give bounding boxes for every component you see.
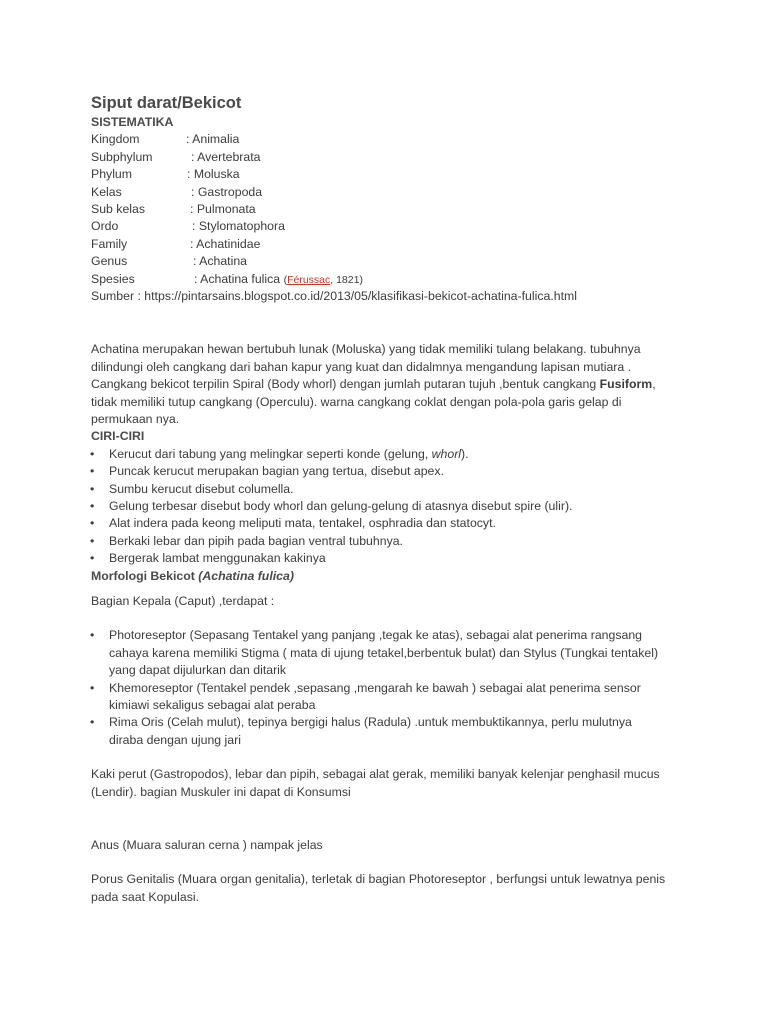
list-item bbox=[91, 446, 691, 463]
author-link[interactable]: Férussac bbox=[287, 273, 331, 286]
citation-year: , 1821) bbox=[330, 273, 363, 286]
bullet-icon: • bbox=[90, 481, 95, 496]
taxonomy-row-phylum bbox=[91, 166, 691, 183]
bullet-icon: • bbox=[90, 680, 95, 695]
bullet-icon: • bbox=[90, 498, 95, 513]
list-item-text: Alat indera pada keong meliputi mata, tentakel, osphradia dan statocyt. bbox=[109, 516, 496, 531]
list-item bbox=[91, 627, 666, 679]
page-title: Siput darat/Bekicot bbox=[91, 94, 242, 112]
morfologi-heading-text: Morfologi Bekicot bbox=[91, 568, 199, 583]
bullet-icon: • bbox=[90, 715, 95, 730]
taxonomy-label: Ordo bbox=[91, 219, 119, 234]
list-item bbox=[91, 533, 691, 550]
list-item bbox=[91, 680, 666, 715]
anus-paragraph: Anus (Muara saluran cerna ) nampak jelas bbox=[91, 838, 323, 853]
citation-paren: ( bbox=[283, 273, 288, 286]
taxonomy-value: : Animalia bbox=[186, 132, 240, 147]
list-item bbox=[91, 481, 691, 498]
taxonomy-row-sub-kelas bbox=[91, 201, 691, 218]
taxonomy-row-genus bbox=[91, 253, 691, 270]
bullet-icon: • bbox=[90, 551, 95, 566]
bullet-icon: • bbox=[90, 533, 95, 548]
intro-text-2: , tidak memiliki tutup cangkang (Operculu). warna cangkang coklat dengan pola-pola garis gelap di permukaan nya. bbox=[91, 377, 656, 426]
spesies-value: : Achatina fulica bbox=[194, 271, 281, 286]
taxonomy-value: : Gastropoda bbox=[191, 184, 263, 199]
taxonomy-value: : Pulmonata bbox=[190, 201, 256, 216]
taxonomy-row-family bbox=[91, 236, 691, 253]
list-item-text: Khemoreseptor (Tentakel pendek ,sepasang ,mengarah ke bawah ) sebagai alat penerima sensor kimiawi sekaligus sebagai alat peraba bbox=[109, 680, 641, 713]
taxonomy-row-subphylum bbox=[91, 149, 691, 166]
intro-text-1: Achatina merupakan hewan bertubuh lunak (Moluska) yang tidak memiliki tulang belakang. tubuhnya dilindungi oleh cangkang dari bahan kapur yang kuat dan didalmnya mengandung lapisan mutiara . Cangkang bekicot terpilin Spiral (Body whorl) dengan jumlah putaran tujuh ,bentuk cangkang bbox=[91, 342, 641, 392]
source-line: Sumber : https://pintarsains.blogspot.co.id/2013/05/klasifikasi-bekicot-achatina-fulica.html bbox=[91, 288, 577, 303]
bullet-icon: • bbox=[90, 446, 95, 461]
taxonomy-label: Family bbox=[91, 236, 128, 251]
list-item-text: Sumbu kerucut disebut columella. bbox=[109, 481, 294, 496]
taxonomy-value bbox=[194, 271, 363, 289]
taxonomy-value: : Achatina bbox=[193, 254, 248, 269]
kepala-list bbox=[91, 627, 666, 749]
list-item-text: Rima Oris (Celah mulut), tepinya bergigi halus (Radula) .untuk membuktikannya, perlu mulutnya diraba dengan ujung jari bbox=[109, 715, 632, 747]
morfologi-heading bbox=[91, 568, 691, 585]
taxonomy-value: : Stylomatophora bbox=[192, 219, 285, 234]
taxonomy-row-ordo bbox=[91, 218, 691, 235]
taxonomy-table bbox=[91, 131, 691, 288]
kaki-paragraph: Kaki perut (Gastropodos), lebar dan pipih, sebagai alat gerak, memiliki banyak kelenjar penghasil mucus (Lendir). bagian Muskuler ini dapat di Konsumsi bbox=[91, 767, 660, 799]
taxonomy-row-kelas bbox=[91, 184, 691, 201]
taxonomy-label: Subphylum bbox=[91, 149, 153, 164]
intro-bold: Fusiform bbox=[599, 377, 653, 392]
document-content bbox=[91, 92, 691, 906]
taxonomy-label: Spesies bbox=[91, 271, 135, 286]
taxonomy-row-spesies bbox=[91, 271, 691, 288]
taxonomy-label: Genus bbox=[91, 254, 128, 269]
list-item bbox=[91, 498, 691, 515]
bullet-icon: • bbox=[90, 628, 95, 643]
intro-paragraph bbox=[91, 341, 681, 428]
list-item-text: Photoreseptor (Sepasang Tentakel yang panjang ,tegak ke atas), sebagai alat penerima rangsang cahaya karena memiliki Stigma ( mata di ujung tetakel,berbentuk bulat) dan Stylus (Tungkai tentakel) yang dapat dijulurkan dan ditarik bbox=[109, 628, 659, 678]
taxonomy-value: : Avertebrata bbox=[191, 149, 261, 164]
list-item-italic: whorl bbox=[431, 446, 462, 461]
taxonomy-label: Sub kelas bbox=[91, 201, 146, 216]
bullet-icon: • bbox=[90, 464, 95, 479]
list-item-text: Kerucut dari tabung yang melingkar seperti konde (gelung, bbox=[109, 446, 432, 461]
porus-paragraph: Porus Genitalis (Muara organ genitalia), terletak di bagian Photoreseptor , berfungsi untuk lewatnya penis pada saat Kopulasi. bbox=[91, 872, 666, 904]
list-item-text: Gelung terbesar disebut body whorl dan gelung-gelung di atasnya disebut spire (ulir). bbox=[109, 498, 573, 513]
list-item-text: Bergerak lambat menggunakan kakinya bbox=[109, 551, 326, 566]
taxonomy-row-kingdom bbox=[91, 131, 691, 148]
list-item bbox=[91, 550, 691, 567]
list-item bbox=[91, 515, 691, 532]
taxonomy-value: : Achatinidae bbox=[190, 236, 261, 251]
sistematika-heading: SISTEMATIKA bbox=[91, 115, 174, 129]
taxonomy-value: : Moluska bbox=[187, 167, 240, 182]
list-item-text: Puncak kerucut merupakan bagian yang tertua, disebut apex. bbox=[109, 464, 444, 479]
kepala-intro: Bagian Kepala (Caput) ,terdapat : bbox=[91, 594, 275, 609]
list-item bbox=[91, 714, 666, 749]
list-item-text: Berkaki lebar dan pipih pada bagian ventral tubuhnya. bbox=[109, 533, 403, 548]
taxonomy-label: Kelas bbox=[91, 184, 122, 199]
morfologi-heading-italic: (Achatina fulica) bbox=[198, 568, 294, 583]
citation bbox=[284, 274, 363, 286]
ciri-list bbox=[91, 446, 691, 568]
list-item bbox=[91, 463, 691, 480]
list-item-text: ). bbox=[461, 446, 469, 461]
taxonomy-label: Kingdom bbox=[91, 132, 140, 147]
taxonomy-label: Phylum bbox=[91, 167, 133, 182]
ciri-heading: CIRI-CIRI bbox=[91, 429, 145, 444]
bullet-icon: • bbox=[90, 516, 95, 531]
